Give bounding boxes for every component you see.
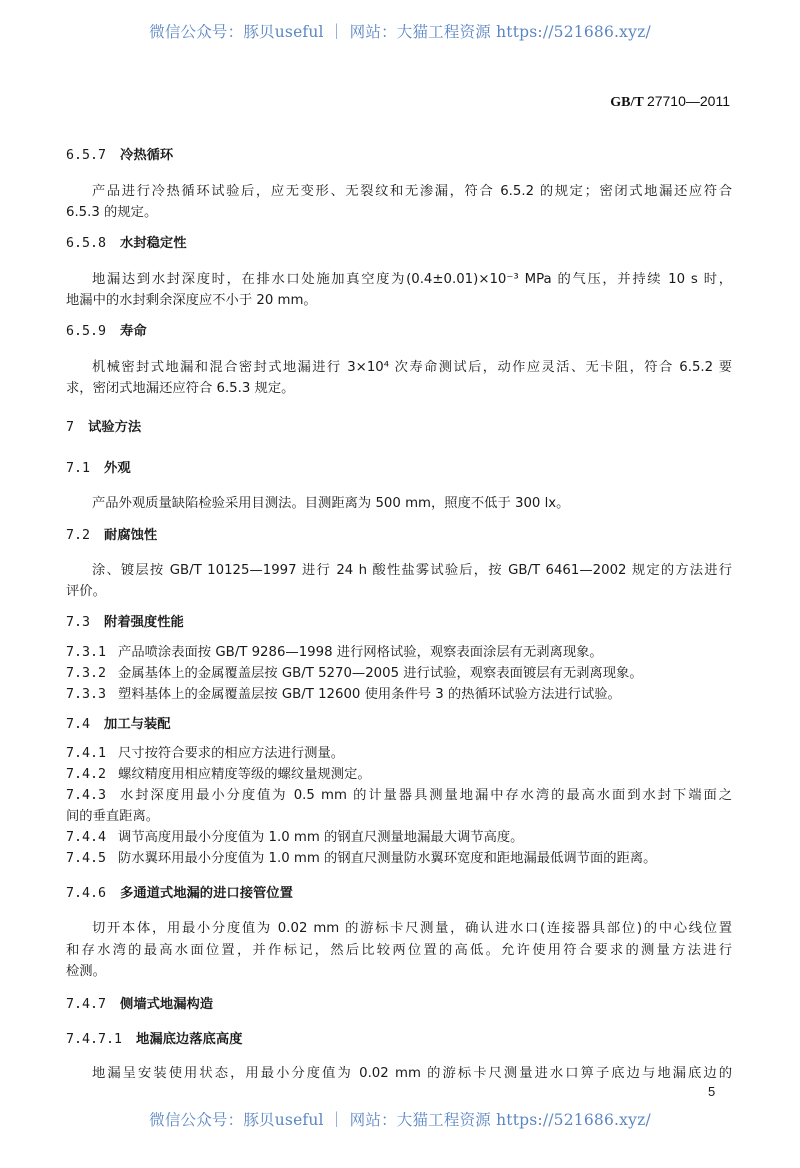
heading-7-4-7-1 <box>66 1030 732 1050</box>
paragraph-continuation: 6.5.3 的规定。 <box>66 205 158 220</box>
page-number: 5 <box>708 1084 716 1099</box>
section-number: 7.3 <box>66 615 91 630</box>
heading-7-4-7 <box>66 995 732 1015</box>
clause-7-3-1 <box>66 643 732 663</box>
section-title: 试验方法 <box>88 420 142 435</box>
clause-7-4-4 <box>66 828 732 848</box>
clause-text: 水封深度用最小分度值为 0.5 mm 的计量器具测量地漏中存水湾的最高水面到水封下端面之 <box>118 788 732 803</box>
section-number: 7.4.7 <box>66 997 107 1012</box>
heading-7-2 <box>66 526 732 546</box>
section-title: 冷热循环 <box>120 148 174 163</box>
section-number: 6.5.7 <box>66 148 107 163</box>
clause-text: 尺寸按符合要求的相应方法进行测量。 <box>118 746 345 761</box>
section-title: 耐腐蚀性 <box>104 528 158 543</box>
heading-7-4 <box>66 715 732 735</box>
paragraph-continuation: 和存水湾的最高水面位置，并作标记，然后比较两位置的高低。允许使用符合要求的测量方法进行 <box>66 943 732 958</box>
clause-number: 7.3.1 <box>66 645 107 660</box>
clause-number: 7.4.5 <box>66 851 107 866</box>
clause-text: 金属基体上的金属覆盖层按 GB/T 5270—2005 进行试验，观察表面镀层有无剥离现象。 <box>118 666 643 681</box>
heading-7-3 <box>66 613 732 633</box>
paragraph: 产品外观质量缺陷检验采用目测法。目测距离为 500 mm，照度不低于 300 lx。 <box>92 496 570 511</box>
paragraph-continuation: 求，密闭式地漏还应符合 6.5.3 规定。 <box>66 381 295 396</box>
paragraph: 切开本体，用最小分度值为 0.02 mm 的游标卡尺测量，确认进水口(连接器具部位)的中心线位置 <box>92 921 732 936</box>
clause-number: 7.3.3 <box>66 687 107 702</box>
clause-number: 7.4.3 <box>66 788 107 803</box>
heading-6-5-7 <box>66 146 732 166</box>
heading-7 <box>66 418 732 438</box>
section-number: 7.1 <box>66 461 91 476</box>
heading-6-5-9 <box>66 322 732 342</box>
paragraph: 涂、镀层按 GB/T 10125—1997 进行 24 h 酸性盐雾试验后，按 GB/T 6461—2002 规定的方法进行 <box>92 563 732 578</box>
clause-text: 螺纹精度用相应精度等级的螺纹量规测定。 <box>118 767 371 782</box>
section-title: 水封稳定性 <box>120 236 187 251</box>
section-title: 加工与装配 <box>104 717 171 732</box>
clause-continuation: 间的垂直距离。 <box>66 809 160 824</box>
clause-number: 7.3.2 <box>66 666 107 681</box>
paragraph: 机械密封式地漏和混合密封式地漏进行 3×10⁴ 次寿命测试后，动作应灵活、无卡阻，符合 6.5.2 要 <box>92 360 732 375</box>
clause-7-3-2 <box>66 664 732 684</box>
clause-7-4-3 <box>66 786 732 806</box>
clause-number: 7.4.1 <box>66 746 107 761</box>
section-title: 外观 <box>104 461 131 476</box>
paragraph-continuation: 检测。 <box>66 964 106 979</box>
standard-code <box>610 93 730 111</box>
clause-text: 调节高度用最小分度值为 1.0 mm 的钢直尺测量地漏最大调节高度。 <box>118 830 524 845</box>
clause-7-4-2 <box>66 765 732 785</box>
section-number: 6.5.8 <box>66 236 107 251</box>
clause-7-4-1 <box>66 744 732 764</box>
heading-6-5-8 <box>66 234 732 254</box>
section-title: 侧墙式地漏构造 <box>120 997 214 1012</box>
section-number: 7.2 <box>66 528 91 543</box>
section-number: 6.5.9 <box>66 324 107 339</box>
section-number: 7.4.7.1 <box>66 1032 123 1047</box>
heading-7-1 <box>66 459 732 479</box>
watermark-bottom: 微信公众号：豚贝useful ｜ 网站：大猫工程资源 https://521686.xyz/ <box>149 1111 651 1129</box>
section-title: 地漏底边落底高度 <box>136 1032 243 1047</box>
clause-7-4-5 <box>66 849 732 869</box>
paragraph: 地漏呈安装使用状态，用最小分度值为 0.02 mm 的游标卡尺测量进水口箅子底边与地漏底边的 <box>92 1066 732 1081</box>
clause-text: 塑料基体上的金属覆盖层按 GB/T 12600 使用条件号 3 的热循环试验方法进行试验。 <box>118 687 621 702</box>
section-number: 7.4 <box>66 717 91 732</box>
section-number: 7.4.6 <box>66 886 107 901</box>
section-title: 多通道式地漏的进口接管位置 <box>120 886 293 901</box>
clause-number: 7.4.2 <box>66 767 107 782</box>
standard-number: 27710—2011 <box>646 93 730 109</box>
heading-7-4-6 <box>66 884 732 904</box>
section-title: 寿命 <box>120 324 147 339</box>
paragraph: 产品进行冷热循环试验后，应无变形、无裂纹和无渗漏，符合 6.5.2 的规定；密闭式地漏还应符合 <box>92 184 732 199</box>
paragraph: 地漏达到水封深度时，在排水口处施加真空度为(0.4±0.01)×10⁻³ MPa 的气压，并持续 10 s 时， <box>92 272 732 287</box>
paragraph-continuation: 地漏中的水封剩余深度应不小于 20 mm。 <box>66 293 317 308</box>
section-number: 7 <box>66 420 75 435</box>
clause-7-3-3 <box>66 685 732 705</box>
clause-number: 7.4.4 <box>66 830 107 845</box>
section-title: 附着强度性能 <box>104 615 184 630</box>
clause-text: 防水翼环用最小分度值为 1.0 mm 的钢直尺测量防水翼环宽度和距地漏最低调节面的距离。 <box>118 851 657 866</box>
standard-prefix: GB/T <box>610 95 644 110</box>
clause-text: 产品喷涂表面按 GB/T 9286—1998 进行网格试验，观察表面涂层有无剥离现象。 <box>118 645 603 660</box>
paragraph-continuation: 评价。 <box>66 584 106 599</box>
watermark-top: 微信公众号：豚贝useful ｜ 网站：大猫工程资源 https://521686.xyz/ <box>149 23 651 41</box>
